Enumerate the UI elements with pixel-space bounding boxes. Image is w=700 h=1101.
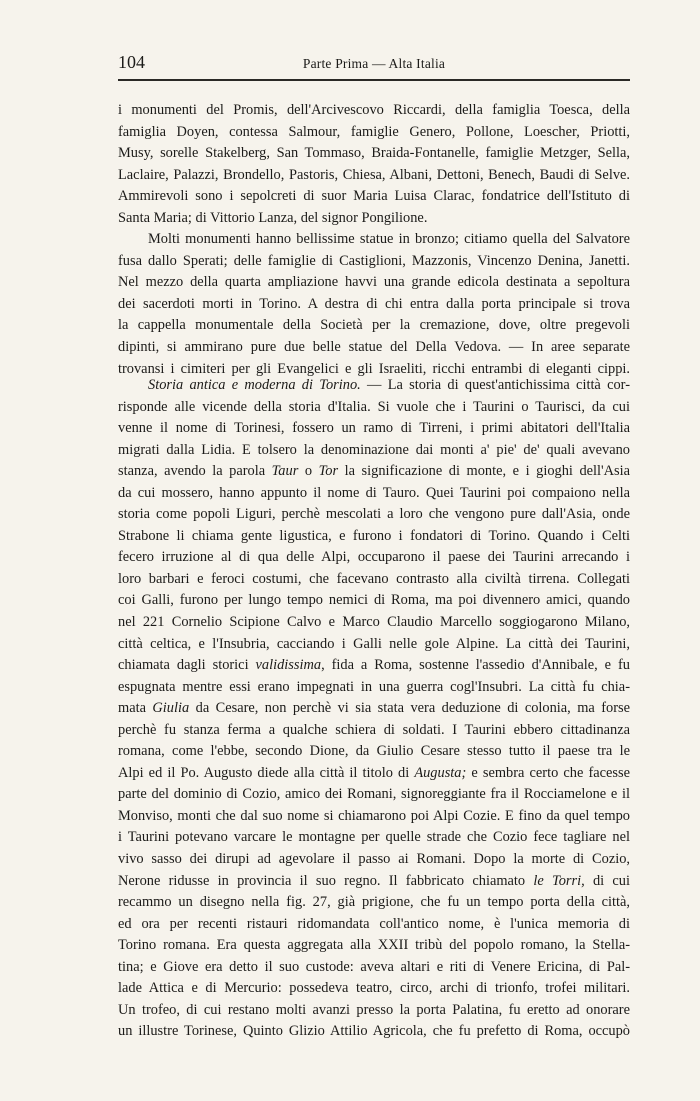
italic-term: Augusta; <box>414 764 467 781</box>
text-line <box>118 871 630 893</box>
text-line <box>118 461 630 483</box>
text-line: storia come popoli Liguri, perchè mescolati a loro che vengono pure dall'Asia, onde <box>118 506 630 523</box>
text-fragment: — La storia di quest'antichissima città cor- <box>360 377 630 393</box>
text-line: lade Attica e di Mercurio: possedeva teatro, circo, archi di trionfo, trofei militari. <box>118 980 630 997</box>
text-line: nel 221 Cornelio Scipione Calvo e Marco Claudio Marcello soggiogarono Milano, <box>118 614 630 631</box>
text-line: dei sacerdoti morti in Torino. A destra di chi entra dalla porta principale si trova <box>118 295 630 312</box>
text-line: recammo un disegno nella fig. 27, già prigione, che fu un tempo porta della città, <box>118 894 630 911</box>
text-line: migrati dalla Lidia. E tolsero la denominazione dai monti a' pie' de' quali avevano <box>118 441 630 458</box>
text-fragment: , fida a Roma, sostenne l'assedio d'Annibale, e fu <box>321 657 630 674</box>
text-line: romana, come l'ebbe, secondo Dione, da Giulio Cesare stesso tutto il paese tra le <box>118 743 630 760</box>
text-line: parte del dominio di Cozio, amico dei Romani, signoreggiante fra il Rocciamelone e il <box>118 786 630 803</box>
text-line: i monumenti del Promis, dell'Arcivescovo Riccardi, della famiglia Toesca, della <box>118 102 630 118</box>
text-fragment: chiamata dagli storici <box>118 657 256 674</box>
text-line: Ammirevoli sono i sepolcreti di suor Maria Luisa Clarac, fondatrice dell'Istituto di <box>118 188 630 205</box>
text-line: Torino romana. Era questa aggregata alla XXII tribù del popolo romano, la Stella- <box>118 937 630 954</box>
text-line <box>118 763 630 785</box>
text-line <box>118 655 630 677</box>
text-line: un illustre Torinese, Quinto Glizio Attilio Agricola, che fu prefetto di Roma, occupò <box>118 1023 630 1040</box>
text-line: dipinti, si ammirano pure due belle statue del Della Vedova. — In aree separate <box>118 339 630 356</box>
text-line: Un trofeo, di cui restano molti avanzi presso la porta Palatina, fu eretto ad onorare <box>118 1001 630 1018</box>
text-line: vivo sasso dei dirupi ad agevolare il passo ai Romani. Dopo la morte di Cozio, <box>118 851 630 868</box>
section-heading: Storia antica e moderna di Torino. <box>148 377 361 393</box>
text-line: fusa dallo Sperati; delle famiglie di Castiglioni, Mazzonis, Vincenzo Denina, Janetti. <box>118 252 630 269</box>
text-line: tina; e Giove era detto il suo custode: aveva altari e riti di Venere Ericina, di Pal- <box>118 958 630 975</box>
text-fragment: mata <box>118 700 153 717</box>
running-title: Parte Prima — Alta Italia <box>302 56 446 71</box>
text-line: trovansi i cimiteri per gli Evangelici e gli Israeliti, ricchi entrambi di eleganti cippi. <box>118 360 630 377</box>
text-line: i Taurini potevano varcare le montagne per quelle strade che Cozio fece tagliare nel <box>118 829 630 846</box>
page-header <box>118 52 630 74</box>
text-fragment: di cui <box>584 872 630 889</box>
text-fragment: Nerone ridusse in provincia il suo regno. Il fabbricato chiamato <box>118 872 534 889</box>
text-line: Strabone li chiama gente ligustica, e furono i fondatori di Torino. Quando i Celti <box>118 527 630 544</box>
text-line: Monviso, monti che dal suo nome si chiamarono poi Alpi Cozie. E fino da quel tempo <box>118 807 630 824</box>
text-line: la cappella monumentale della Società per la cremazione, dove, oltre pregevoli <box>118 317 630 334</box>
text-line: Molti monumenti hanno bellissime statue in bronzo; citiamo quella del Salvatore <box>148 231 630 248</box>
text-line: famiglia Doyen, contessa Salmour, famiglie Genero, Pollone, Loescher, Priotti, <box>118 123 630 140</box>
text-line: espugnata mentre essi erano impegnati in una guerra cogl'Insubri. La città fu chia- <box>118 678 630 695</box>
text-line: Musy, sorelle Stakelberg, San Tommaso, Braida-Fontanelle, famiglie Metzger, Sella, <box>118 145 630 162</box>
paragraph-monumenti <box>118 100 630 380</box>
text-line: coi Galli, furono per lungo tempo nemici di Roma, ma poi divennero amici, quando <box>118 592 630 609</box>
text-fragment: da Cesare, non perchè vi sia stata vera deduzione di colonia, ma forse <box>189 700 630 717</box>
text-fragment: Alpi ed il Po. Augusto diede alla città il titolo di <box>118 764 415 781</box>
text-line: città celtica, e l'Insubria, cacciando i Galli nelle gole Alpine. La città dei Taurini, <box>118 635 630 652</box>
paragraph-storia <box>118 375 630 1043</box>
text-line <box>118 698 630 720</box>
text-fragment: e sembra certo che facesse <box>466 764 630 781</box>
text-fragment: o <box>298 463 319 480</box>
header-rule <box>118 79 630 81</box>
italic-term: Tor <box>318 463 339 480</box>
text-line: fecero irruzione al di qua delle Alpi, occuparono il paese dei Taurini arrecando i <box>118 549 630 566</box>
text-line: risponde alle vicende della storia d'Italia. Si vuole che i Taurini o Taurisci, da cui <box>118 398 630 415</box>
italic-term: le Torri, <box>533 872 585 889</box>
text-line: Santa Maria; di Vittorio Lanza, del signor Pongilione. <box>118 209 428 226</box>
text-line: venne il nome di Torinesi, fossero un ramo di Tirreni, i primi abitatori dell'Italia <box>118 420 630 437</box>
italic-term: validissima <box>255 657 322 674</box>
italic-term: Giulia <box>152 700 190 717</box>
page-number: 104 <box>118 52 145 72</box>
text-fragment: la significazione di monte, e i gioghi dell'Asia <box>338 463 630 480</box>
text-fragment: stanza, avendo la parola <box>118 463 272 480</box>
text-line: Nel mezzo della quarta ampliazione havvi una grande edicola destinata a sepoltura <box>118 274 630 291</box>
text-line: Laclaire, Palazzi, Brondello, Pastoris, Chiesa, Albani, Dettoni, Benech, Baudi di Selve. <box>118 166 630 183</box>
text-line: loro barbari e feroci costumi, che facevano contrasto alla civiltà tirrena. Collegati <box>118 570 630 587</box>
italic-term: Taur <box>271 463 299 480</box>
text-line: ed ora per recenti ristauri ridomandata coll'antico nome, è l'unica memoria di <box>118 915 630 932</box>
text-line <box>118 375 630 397</box>
text-line: perchè fu stanza ferma a qualche schiera di soldati. I Taurini ebbero cittadinanza <box>118 721 630 738</box>
text-line: da cui mossero, hanno appunto il nome di Tauro. Quei Taurini poi compaiono nella <box>118 484 630 501</box>
